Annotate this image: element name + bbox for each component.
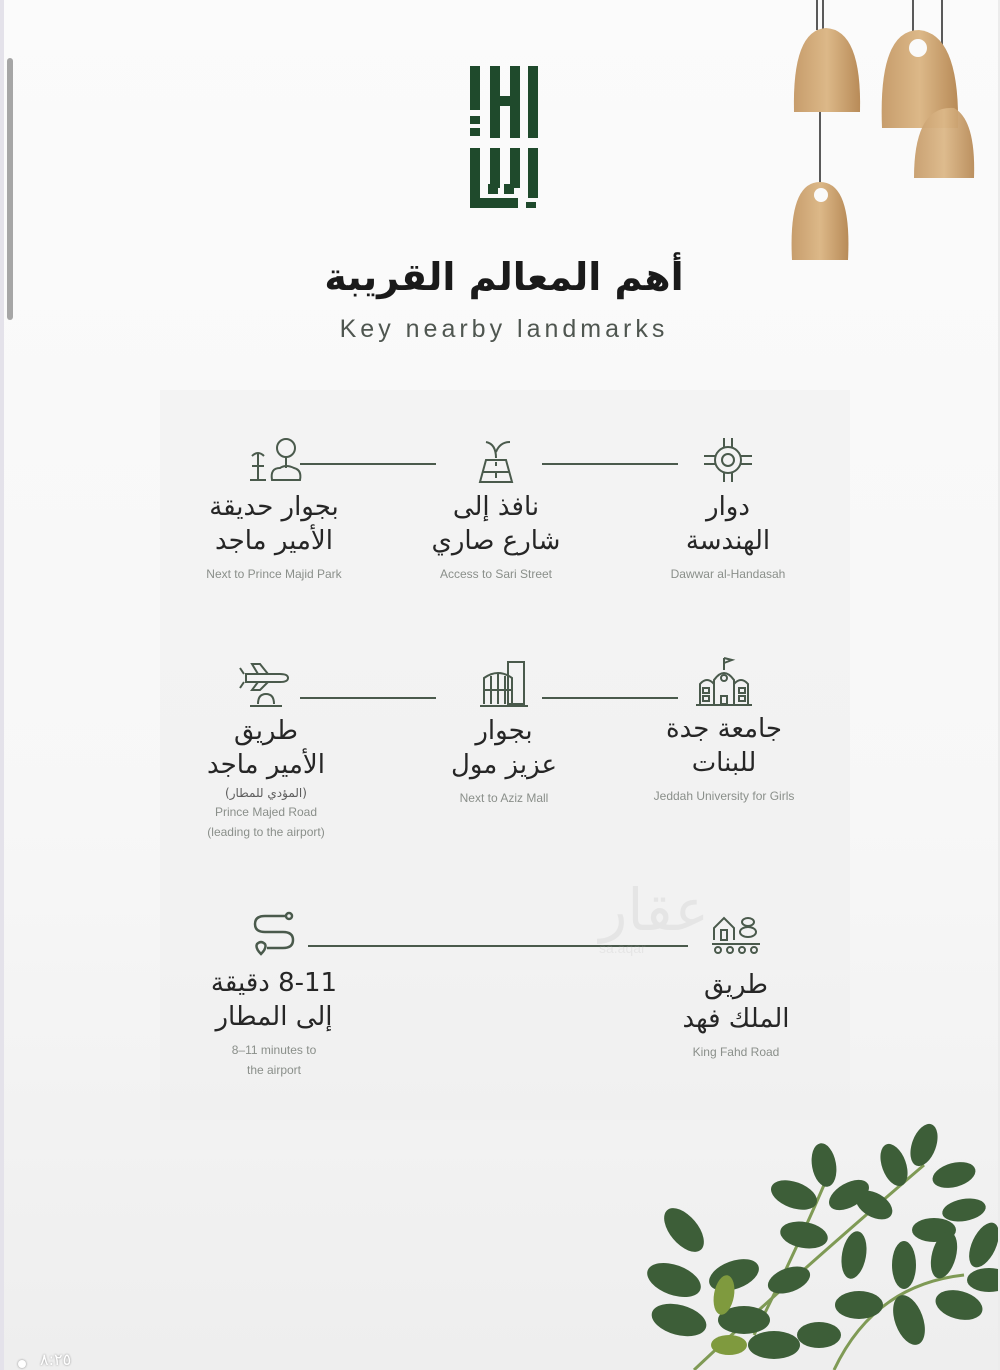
landmark-title-ar-line1: بجوار حديقة [209, 492, 339, 522]
landmark-title-ar-line1: بجوار [475, 716, 533, 746]
highway-icon [710, 914, 762, 954]
leaf-branch-image [634, 1105, 998, 1370]
landmark-title-ar-line1: دوار [706, 492, 750, 522]
landmark-title-en: King Fahd Road [692, 1045, 780, 1059]
landmark-park [174, 436, 374, 584]
landmark-note-ar: (المؤدي للمطار) [225, 786, 307, 800]
scrollbar-thumb[interactable] [7, 58, 13, 320]
brochure-page [4, 0, 998, 1370]
landmark-title-en-line1: Prince Majed Road [214, 805, 318, 819]
landmark-title-ar-line1: 8-11 دقيقة [210, 968, 338, 998]
landmark-title-en: Next to Prince Majid Park [206, 567, 342, 581]
route-pin-icon [249, 910, 299, 958]
landmark-prince-majed-road [166, 660, 366, 842]
page-title-arabic: أهم المعالم القريبة [324, 255, 684, 299]
landmark-title-ar-line2: شارع صاري [431, 526, 561, 556]
mall-icon [478, 660, 530, 708]
status-indicator-dot [18, 1360, 26, 1368]
status-time: ٨:٢٥ [40, 1350, 72, 1369]
landmark-aziz-mall [404, 660, 604, 808]
landmark-title-ar-line1: طريق [234, 716, 298, 746]
landmark-title-ar-line2: للبنات [691, 748, 757, 778]
landmark-title-en: Access to Sari Street [439, 567, 553, 581]
landmark-airport-time [174, 910, 374, 1080]
landmark-title-ar-line2: الملك فهد [682, 1004, 790, 1034]
landmark-title-ar-line2: الهندسة [685, 526, 771, 556]
landmark-title-en: Jeddah University for Girls [653, 789, 795, 803]
landmark-dawwar-handasah [628, 436, 828, 584]
landmark-title-ar-line2: عزيز مول [451, 750, 557, 780]
page-title-english: Key nearby landmarks [339, 315, 669, 343]
landmark-title-en: Dawwar al-Handasah [670, 567, 786, 581]
landmark-title-ar-line2: إلى المطار [215, 1002, 333, 1032]
landmark-title-ar-line1: طريق [704, 970, 768, 1000]
pendant-lamps-image [774, 0, 984, 265]
landmark-title-ar-line1: نافذ إلى [452, 492, 540, 522]
landmark-title-en-line1: 8–11 minutes to [231, 1043, 317, 1057]
roundabout-icon [702, 436, 754, 484]
airplane-road-icon [238, 660, 294, 708]
landmark-title-ar-line1: جامعة جدة [665, 714, 782, 744]
landmark-title-en: Next to Aziz Mall [459, 791, 549, 805]
landmark-title-en-line2: the airport [246, 1063, 302, 1077]
landmark-title-ar-line2: الأمير ماجد [214, 526, 333, 556]
university-icon [694, 656, 754, 708]
landmark-king-fahd-road [636, 914, 836, 1062]
kufic-logo [470, 66, 540, 208]
park-icon [242, 436, 306, 484]
landmark-title-en-line2: (leading to the airport) [207, 825, 325, 839]
landmark-jeddah-university [624, 656, 824, 806]
landmark-title-ar-line2: الأمير ماجد [206, 750, 325, 780]
landmark-sari-street [396, 436, 596, 584]
road-access-icon [470, 436, 522, 484]
